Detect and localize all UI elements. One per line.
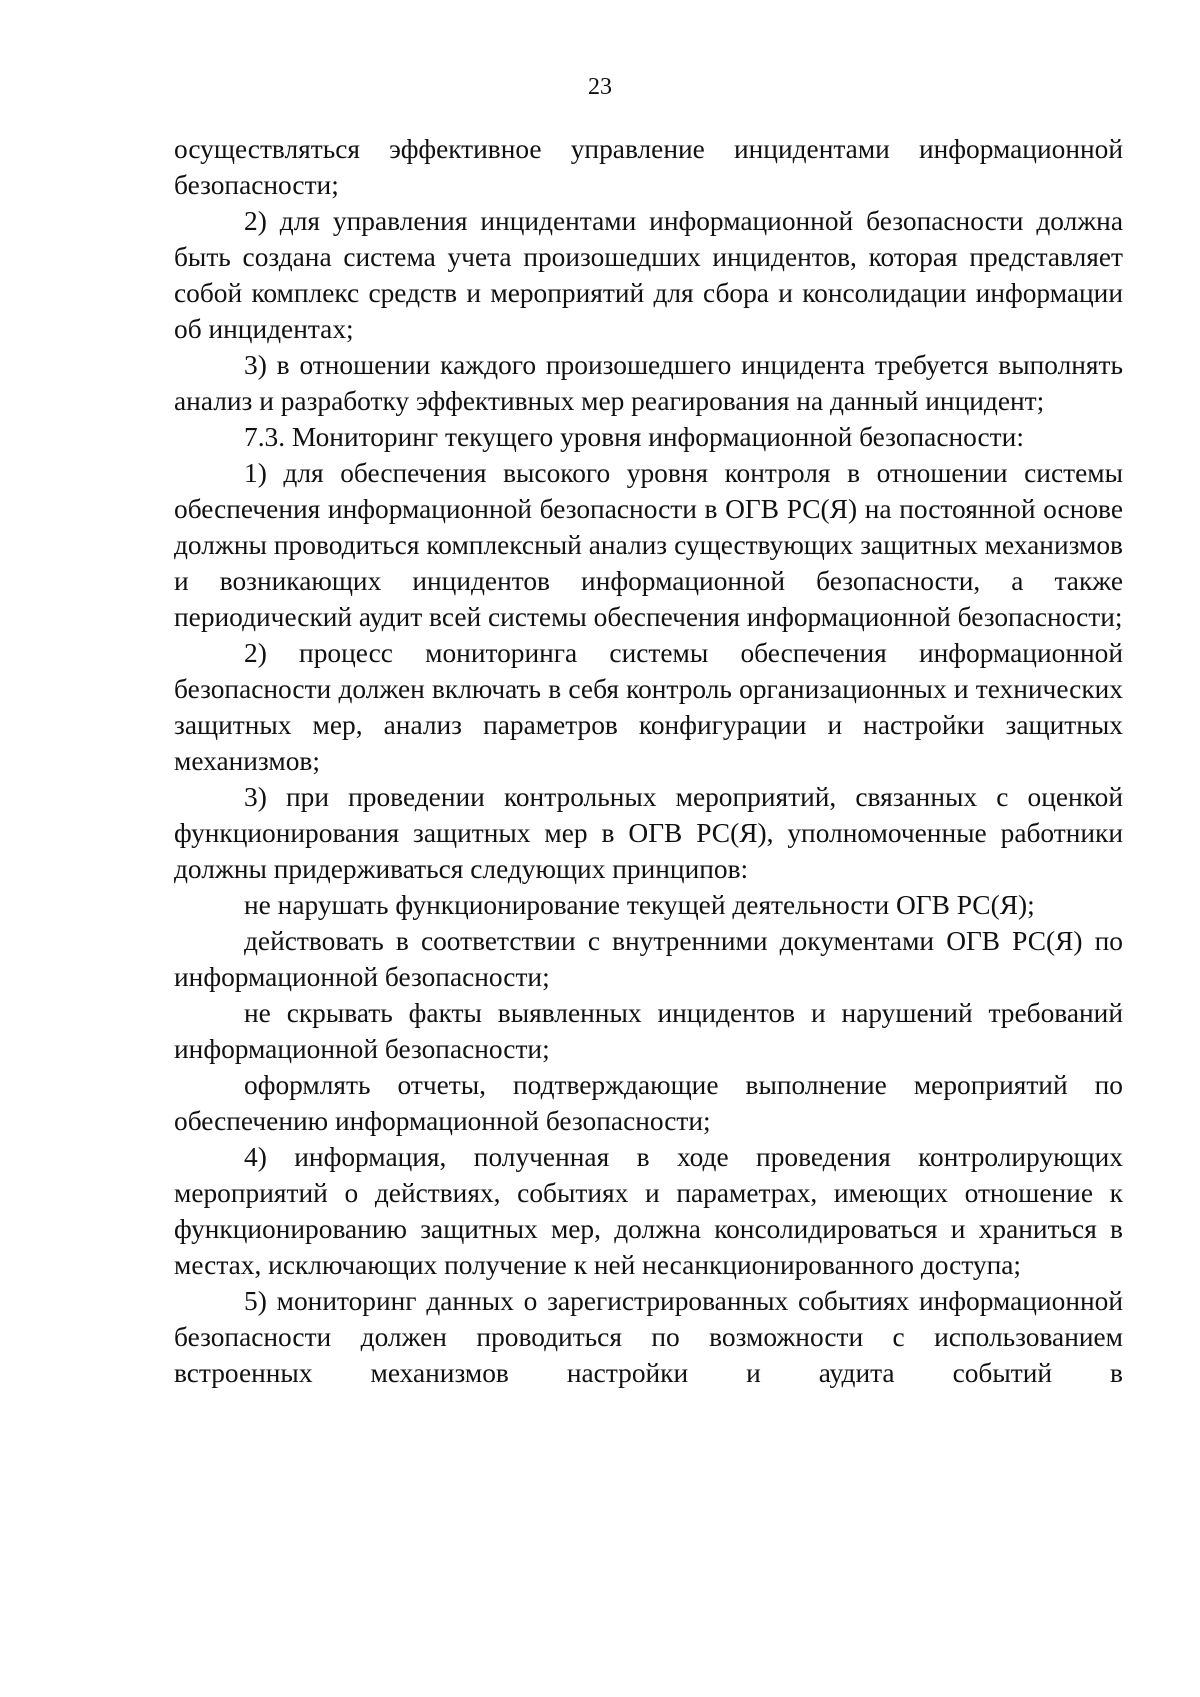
document-body xyxy=(174,131,1123,1391)
paragraph: 3) при проведении контрольных мероприятий, связанных с оценкой функционирования защитных мер в ОГВ РС(Я), уполномоченные работники должны придерживаться следующих принципов: xyxy=(174,782,1123,884)
paragraph: не нарушать функционирование текущей деятельности ОГВ РС(Я); xyxy=(244,890,1035,920)
paragraph: не скрывать факты выявленных инцидентов и нарушений требований информационной безопасности; xyxy=(174,998,1123,1064)
paragraph: оформлять отчеты, подтверждающие выполнение мероприятий по обеспечению информационной безопасности; xyxy=(174,1070,1123,1136)
paragraph: осуществляться эффективное управление инцидентами информационной безопасности; xyxy=(174,134,1123,200)
paragraph: 3) в отношении каждого произошедшего инцидента требуется выполнять анализ и разработку эффективных мер реагирования на данный инцидент; xyxy=(174,350,1123,416)
paragraph: 1) для обеспечения высокого уровня контроля в отношении системы обеспечения информационной безопасности в ОГВ РС(Я) на постоянной основе должны проводиться комплексный анализ существующих защитных механизмов и возникающих инцидентов информационной безопасности, а также периодический аудит всей системы обеспечения информационной безопасности; xyxy=(174,458,1123,632)
paragraph: действовать в соответствии с внутренними документами ОГВ РС(Я) по информационной безопасности; xyxy=(174,926,1123,992)
paragraph: 5) мониторинг данных о зарегистрированных событиях информационной безопасности должен проводиться по возможности с использованием встроенных механизмов настройки и аудита событий в xyxy=(174,1286,1123,1388)
page-number: 23 xyxy=(588,74,612,100)
paragraph: 7.3. Мониторинг текущего уровня информационной безопасности: xyxy=(244,422,1024,452)
paragraph: 4) информация, полученная в ходе проведения контролирующих мероприятий о действиях, событиях и параметрах, имеющих отношение к функционированию защитных мер, должна консолидироваться и храниться в местах, исключающих получение к ней несанкционированного доступа; xyxy=(174,1142,1123,1280)
paragraph: 2) для управления инцидентами информационной безопасности должна быть создана система учета произошедших инцидентов, которая представляет собой комплекс средств и мероприятий для сбора и консолидации информации об инцидентах; xyxy=(174,206,1123,344)
paragraph: 2) процесс мониторинга системы обеспечения информационной безопасности должен включать в себя контроль организационных и технических защитных мер, анализ параметров конфигурации и настройки защитных механизмов; xyxy=(174,638,1123,776)
